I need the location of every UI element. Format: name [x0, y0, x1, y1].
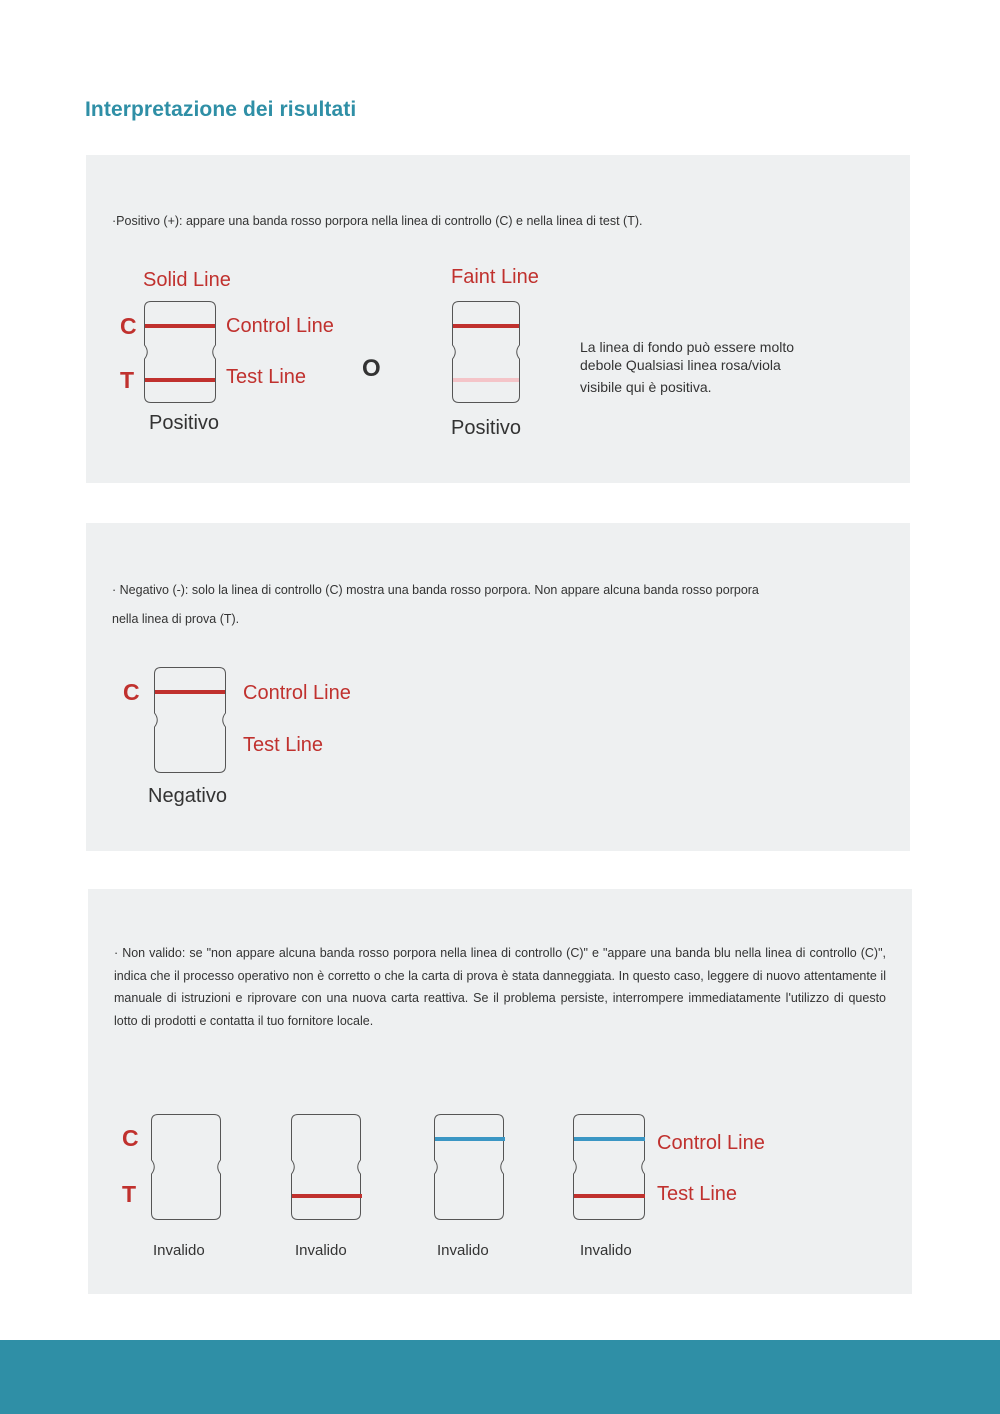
negative-description-line2: nella linea di prova (T).: [112, 612, 240, 626]
control-line-label: Control Line: [657, 1132, 765, 1154]
invalid-cassette-3: [435, 1114, 505, 1220]
t-letter: T: [122, 1181, 137, 1207]
positive-faint-cassette: [453, 301, 521, 403]
faint-line-label: Faint Line: [451, 266, 539, 288]
control-line-label: Control Line: [243, 682, 351, 704]
test-line-label: Test Line: [243, 734, 324, 756]
invalid-panel: [88, 889, 912, 1294]
page-title: Interpretazione dei risultati: [85, 98, 357, 121]
or-label: O: [362, 355, 381, 382]
footer-bar: [0, 1340, 1000, 1414]
invalid-caption-1: Invalido: [153, 1242, 205, 1259]
invalid-caption-3: Invalido: [437, 1242, 489, 1259]
invalid-description: · Non valido: se "non appare alcuna banda rosso porpora nella linea di controllo (C)" e "appare una banda blu nella linea di controllo (C)", indica che il processo operativo non è corretto o che la carta di prova è stata danneggiata. In questo caso, leggere di nuovo attentamente il manuale di istruzioni e riprovare con una nuova carta reattiva. Se il problema persiste, interrompere immediatamente l'utilizzo di questo lotto di prodotti e contatta il tuo fornitore locale.: [114, 946, 886, 1028]
invalid-caption-2: Invalido: [295, 1242, 347, 1259]
positive-solid-cassette: [145, 301, 217, 403]
faint-note-line3: visibile qui è positiva.: [580, 379, 712, 395]
c-letter: C: [120, 313, 137, 339]
positive-caption-left: Positivo: [149, 412, 220, 434]
solid-line-label: Solid Line: [143, 269, 231, 291]
c-letter: C: [122, 1125, 139, 1151]
t-letter: T: [120, 367, 135, 393]
positive-description: ·Positivo (+): appare una banda rosso porpora nella linea di controllo (C) e nella linea di test (T).: [112, 214, 643, 228]
invalid-cassette-2: [292, 1114, 362, 1220]
negative-cassette: [155, 667, 227, 773]
c-letter: C: [123, 679, 140, 705]
negative-panel: [86, 523, 910, 851]
control-line-label: Control Line: [226, 315, 334, 337]
invalid-caption-4: Invalido: [580, 1242, 632, 1259]
positive-panel: [86, 155, 910, 483]
negative-caption: Negativo: [148, 785, 227, 807]
invalid-cassette-1: [152, 1114, 222, 1220]
test-line-label: Test Line: [657, 1183, 738, 1205]
invalid-cassette-4: [574, 1114, 646, 1220]
test-line-label: Test Line: [226, 366, 307, 388]
faint-note-line2: debole Qualsiasi linea rosa/viola: [580, 357, 781, 373]
positive-caption-right: Positivo: [451, 417, 522, 439]
faint-note-line1: La linea di fondo può essere molto: [580, 339, 795, 355]
negative-description-line1: · Negativo (-): solo la linea di controllo (C) mostra una banda rosso porpora. Non appare alcuna banda rosso porpora: [112, 583, 759, 597]
